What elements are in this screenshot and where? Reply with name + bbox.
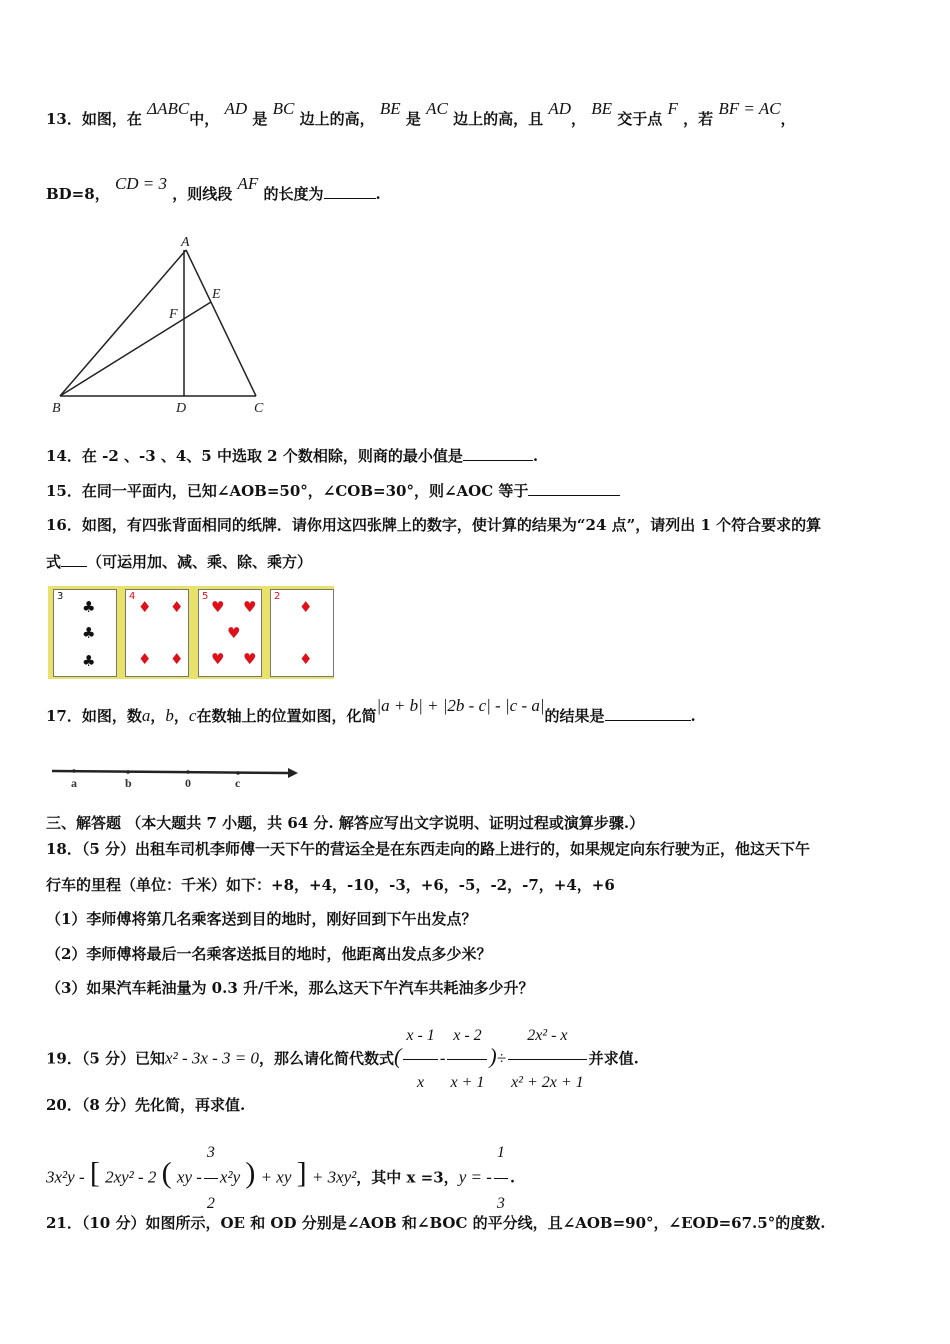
axis-label-b: b xyxy=(125,776,132,790)
card-suit-icon: ♦ xyxy=(138,598,152,616)
fraction-1 xyxy=(403,1013,437,1106)
card-suit-icon: ♥ xyxy=(227,624,241,642)
label-e: E xyxy=(212,287,221,302)
card-suit-icon: ♦ xyxy=(170,650,184,668)
q19-text: 并求值. xyxy=(588,1049,639,1068)
q14 xyxy=(46,445,538,466)
q13-text: ， xyxy=(571,110,587,128)
math-af: AF xyxy=(237,174,259,193)
answer-blank xyxy=(463,460,533,461)
left-paren: ( xyxy=(394,1043,402,1069)
q18-sub2: （2）李师傅将最后一名乘客送抵目的地时，他距离出发点多少米？ xyxy=(46,945,492,963)
answer-blank xyxy=(61,566,87,567)
q16-line2 xyxy=(46,551,312,572)
q20-text: ，其中 x =3， xyxy=(356,1168,459,1187)
math-equation: x² - 3x - 3 = 0 xyxy=(165,1048,260,1068)
q21: 21．（10 分）如图所示，OE 和 OD 分别是∠AOB 和∠BOC 的平分线，且∠AOB=90°，∠EOD=67.5°的度数. xyxy=(46,1214,826,1232)
q13-text: 是 xyxy=(252,110,268,128)
axis-label-c: c xyxy=(235,776,241,790)
label-c: C xyxy=(254,401,264,416)
q15-text: 15．在同一平面内，已知∠AOB=50°，∠COB=30°，则∠AOC 等于 xyxy=(46,482,529,500)
playing-card xyxy=(270,589,334,677)
card-suit-icon: ♦ xyxy=(299,598,313,616)
math-c: c xyxy=(188,706,197,725)
q18-sub3: （3）如果汽车耗油量为 0.3 升/千米，那么这天下午汽车共耗油多少升？ xyxy=(46,979,534,997)
q13-number: 13． xyxy=(46,110,82,128)
q13-text: 是 xyxy=(405,110,421,128)
q14-end: . xyxy=(532,447,539,465)
side-ac xyxy=(186,250,256,396)
q13-text: ，则线段 xyxy=(172,185,233,203)
math-ac: AC xyxy=(426,99,448,118)
card-suit-icon: ♥ xyxy=(243,650,257,668)
numerator: x - 2 xyxy=(447,1013,487,1060)
expr-part: + xy xyxy=(260,1167,292,1187)
fraction-3 xyxy=(508,1013,587,1106)
card-rank: 2 xyxy=(274,591,281,602)
denominator: 2 xyxy=(206,1195,215,1212)
q18-line2: 行车的里程（单位：千米）如下：+8，+4，-10，-3，+6，-5，-2，-7，+4，+6 xyxy=(46,876,615,894)
q16-text: 16．如图，有四张背面相同的纸牌．请你用这四张牌上的数字，使计算的结果为“24 点”，请列出 1 个符合要求的算 xyxy=(46,516,822,534)
math-y: y = - xyxy=(458,1167,492,1187)
q19-text: 19．（5 分）已知 xyxy=(46,1049,166,1068)
denominator: x + 1 xyxy=(450,1074,485,1091)
card-suit-icon: ♣ xyxy=(82,652,96,670)
q17-end: . xyxy=(690,707,696,725)
left-bracket: [ xyxy=(89,1156,100,1190)
math-be: BE xyxy=(591,99,613,118)
axis-line xyxy=(52,771,288,773)
numerator: 2x² - x xyxy=(508,1013,587,1060)
card-suit-icon: ♥ xyxy=(211,598,225,616)
q13-text: BD=8， xyxy=(46,185,110,203)
math-f: F xyxy=(667,99,678,118)
numerator: 1 xyxy=(494,1128,508,1179)
tick-b xyxy=(126,770,130,774)
q16-text: 式 xyxy=(46,553,62,571)
altitude-be xyxy=(60,302,211,396)
q13-line2 xyxy=(46,174,381,204)
q13-text: ，若 xyxy=(683,110,714,128)
card-suit-icon: ♥ xyxy=(243,598,257,616)
q17-text: 17．如图，数 xyxy=(46,707,142,725)
q13-text: ， xyxy=(780,110,796,128)
answer-blank xyxy=(605,720,691,721)
card-suit-icon: ♣ xyxy=(82,598,96,616)
label-f: F xyxy=(169,307,178,322)
q13-text: 如图，在 xyxy=(81,110,142,128)
triangle-figure xyxy=(48,232,278,422)
numerator: 3 xyxy=(204,1128,218,1179)
q18-line1: 18．（5 分）出租车司机李师傅一天下午的营运全是在东西走向的路上进行的，如果规定向东行驶为正，他这天下午 xyxy=(46,840,811,858)
expr-part: + 3xy² xyxy=(311,1167,357,1187)
expr-part: xy - xyxy=(176,1167,202,1187)
axis-label-zero: 0 xyxy=(185,776,191,790)
label-d: D xyxy=(176,401,187,416)
math-bc: BC xyxy=(272,99,295,118)
card-rank: 5 xyxy=(202,591,209,602)
expr-part: 3x²y - xyxy=(46,1167,85,1187)
divide-sign: ÷ xyxy=(496,1048,507,1068)
card-suit-icon: ♦ xyxy=(138,650,152,668)
expr-part: 2xy² - 2 xyxy=(105,1167,157,1187)
minus-sign: - xyxy=(439,1048,446,1068)
q13-text: . xyxy=(375,185,381,203)
q13-line1 xyxy=(46,99,796,129)
q17-text: 的结果是 xyxy=(544,707,605,725)
playing-card xyxy=(53,589,117,677)
math-condition: BF = AC xyxy=(718,99,781,118)
answer-blank xyxy=(324,198,376,199)
playing-card xyxy=(125,589,189,677)
denominator: x xyxy=(417,1074,425,1091)
answer-blank xyxy=(528,495,620,496)
math-absolute-expression: |a + b| + |2b - c| - |c - a| xyxy=(376,696,545,715)
denominator: 3 xyxy=(496,1195,505,1212)
denominator: x² + 2x + 1 xyxy=(511,1074,584,1091)
right-paren: ) xyxy=(245,1156,256,1190)
card-rank: 4 xyxy=(129,591,136,602)
q17-text: ， xyxy=(150,707,166,725)
math-ad: AD xyxy=(548,99,571,118)
label-a: A xyxy=(181,235,190,250)
math-cd: CD = 3 xyxy=(114,174,168,193)
label-b: B xyxy=(52,401,61,416)
math-b: b xyxy=(165,706,174,725)
q18-sub1: （1）李师傅将第几名乘客送到目的地时，刚好回到下午出发点？ xyxy=(46,910,477,928)
playing-card xyxy=(198,589,262,677)
math-be: BE xyxy=(379,99,401,118)
q13-text: 中， xyxy=(189,110,220,128)
number-line xyxy=(48,758,303,792)
q13-text: 边上的高，且 xyxy=(453,110,544,128)
tick-zero xyxy=(186,770,190,774)
fraction-2 xyxy=(447,1013,487,1106)
q15 xyxy=(46,480,620,501)
card-suit-icon: ♣ xyxy=(82,624,96,642)
card-suit-icon: ♦ xyxy=(299,650,313,668)
q19 xyxy=(46,1013,639,1106)
axis-label-a: a xyxy=(71,776,77,790)
q20-line1: 20．（8 分）先化简，再求值. xyxy=(46,1096,246,1114)
q13-text: 交于点 xyxy=(617,110,663,128)
math-ad: AD xyxy=(224,99,248,118)
axis-arrow xyxy=(288,768,298,778)
side-ab xyxy=(60,250,186,396)
q17-text: 在数轴上的位置如图，化简 xyxy=(196,707,377,725)
q20-end: . xyxy=(509,1168,516,1187)
q14-text: 14．在 -2 、-3 、4、5 中选取 2 个数相除，则商的最小值是 xyxy=(46,447,463,465)
q19-text: ，那么请化简代数式 xyxy=(259,1049,395,1068)
q17 xyxy=(46,696,696,726)
card-suit-icon: ♦ xyxy=(170,598,184,616)
math-triangle-abc: ΔABC xyxy=(147,99,190,118)
section-title: 三、解答题 （本大题共 7 小题，共 64 分. 解答应写出文字说明、证明过程或演算步骤.） xyxy=(46,814,645,832)
tick-c xyxy=(236,771,240,775)
q16-line1 xyxy=(46,514,821,535)
card-suit-icon: ♥ xyxy=(211,650,225,668)
q16-text: （可运用加、减、乘、除、乘方） xyxy=(87,553,313,571)
right-paren: ) xyxy=(489,1043,497,1069)
q17-text: ， xyxy=(173,707,189,725)
q13-text: 边上的高， xyxy=(299,110,375,128)
tick-a xyxy=(72,769,76,773)
right-bracket: ] xyxy=(296,1156,307,1190)
left-paren: ( xyxy=(161,1156,172,1190)
math-a: a xyxy=(141,706,151,725)
numerator: x - 1 xyxy=(403,1013,437,1060)
card-rank: 3 xyxy=(57,591,64,602)
expr-part: x²y xyxy=(219,1167,241,1187)
q13-text: 的长度为 xyxy=(263,185,324,203)
